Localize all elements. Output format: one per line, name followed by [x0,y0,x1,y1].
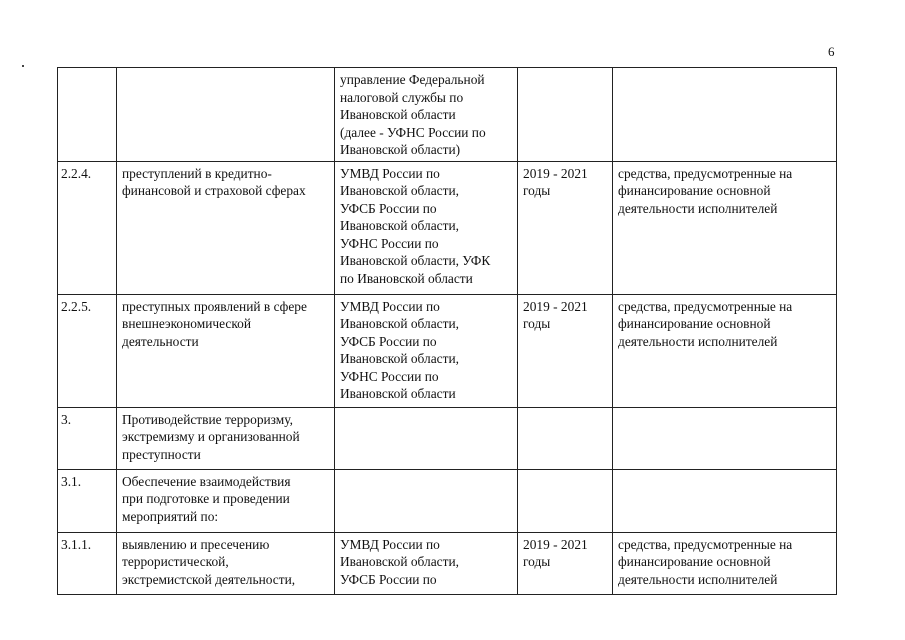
table-row [58,294,837,407]
funding-cell: средства, предусмотренные на финансирование основной деятельности исполнителей [613,294,837,407]
executors-cell [335,407,518,469]
executors-cell: управление Федеральной налоговой службы по Ивановской области (далее - УФНС России по Ивановской области) [335,68,518,162]
table-row [58,68,837,162]
page-number: 6 [828,44,835,59]
period-cell [518,407,613,469]
measures-table [57,67,837,595]
period-cell: 2019 - 2021 годы [518,294,613,407]
table-row [58,469,837,532]
period-cell: 2019 - 2021 годы [518,532,613,594]
event-cell: Обеспечение взаимодействия при подготовке и проведении мероприятий по: [117,469,335,532]
row-number-cell [58,68,117,162]
executors-cell: УМВД России по Ивановской области, УФСБ России по Ивановской области, УФНС России по Ивановской области [335,294,518,407]
period-cell [518,68,613,162]
period-cell: 2019 - 2021 годы [518,161,613,294]
event-cell: Противодействие терроризму, экстремизму и организованной преступности [117,407,335,469]
funding-cell [613,469,837,532]
period-cell [518,469,613,532]
executors-cell [335,469,518,532]
event-cell: преступлений в кредитно- финансовой и страховой сферах [117,161,335,294]
executors-cell: УМВД России по Ивановской области, УФСБ России по [335,532,518,594]
row-number-cell: 2.2.4. [58,161,117,294]
event-cell [117,68,335,162]
row-number-cell: 3.1. [58,469,117,532]
funding-cell [613,68,837,162]
event-cell: преступных проявлений в сфере внешнеэкономической деятельности [117,294,335,407]
event-cell: выявлению и пресечению террористической, экстремистской деятельности, [117,532,335,594]
table-row [58,161,837,294]
row-number-cell: 3. [58,407,117,469]
table-row [58,407,837,469]
funding-cell: средства, предусмотренные на финансирование основной деятельности исполнителей [613,161,837,294]
funding-cell: средства, предусмотренные на финансирование основной деятельности исполнителей [613,532,837,594]
funding-cell [613,407,837,469]
row-number-cell: 2.2.5. [58,294,117,407]
scan-speck [22,65,24,67]
row-number-cell: 3.1.1. [58,532,117,594]
executors-cell: УМВД России по Ивановской области, УФСБ России по Ивановской области, УФНС России по Ивановской области, УФК по Ивановской области [335,161,518,294]
table-row [58,532,837,594]
